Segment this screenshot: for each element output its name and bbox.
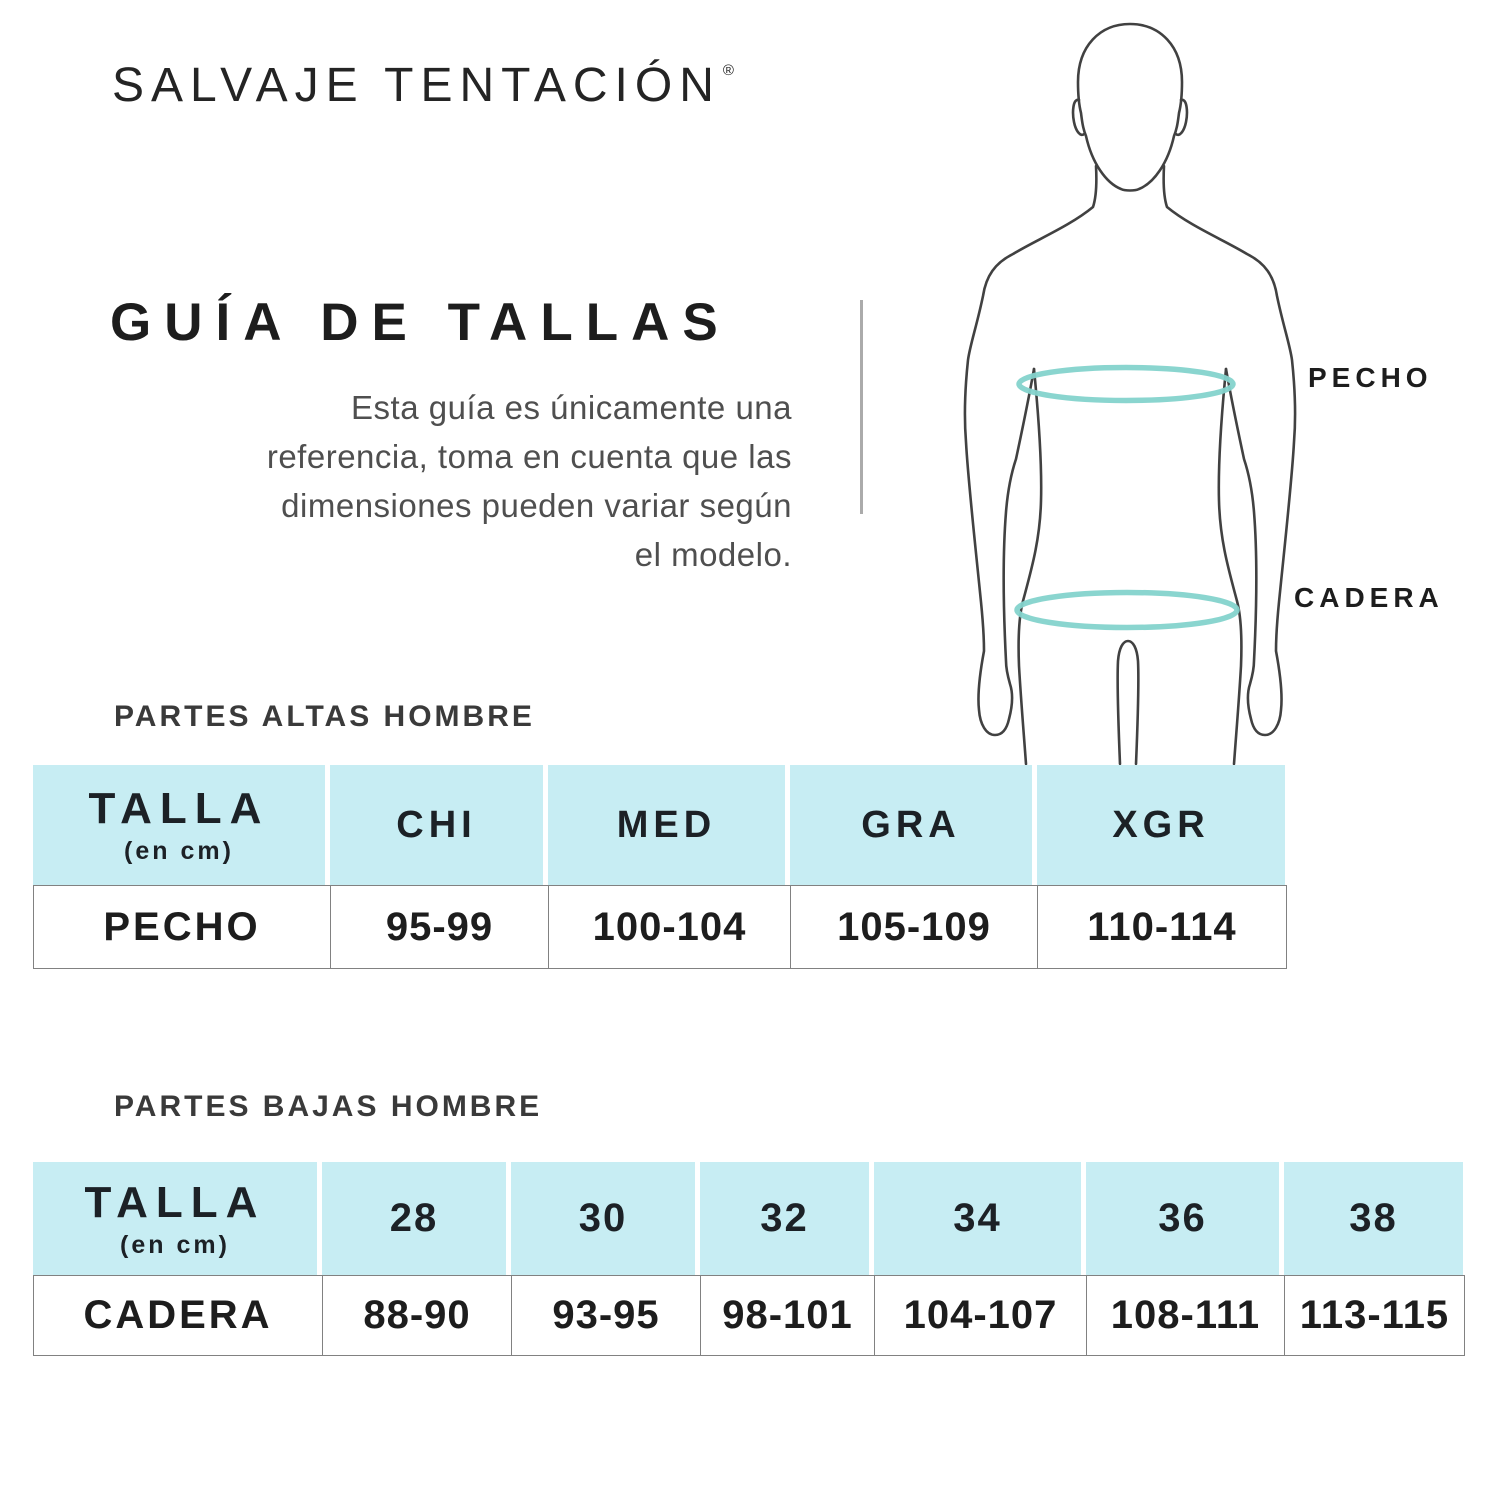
chest-measure-ellipse: [1019, 368, 1233, 401]
description-line: Esta guía es únicamente una: [351, 389, 792, 426]
size-unit: (en cm): [124, 837, 234, 865]
header-cell: [700, 1162, 874, 1275]
left-torso-leg-outline: [1019, 369, 1042, 764]
left-ear: [1073, 100, 1084, 135]
header-cell: [790, 765, 1037, 885]
table-header-row: [33, 765, 1287, 885]
description-line: referencia, toma en cuenta que las: [266, 438, 792, 475]
right-arm-outline: [1164, 166, 1295, 735]
value-cell: 100-104: [549, 886, 791, 968]
header-cell: [1037, 765, 1285, 885]
column-header: CHI: [396, 803, 477, 846]
header-cell-talla: [33, 765, 330, 885]
guide-description: [80, 383, 792, 579]
brand-logo: [112, 58, 732, 113]
right-torso-leg-outline: [1219, 369, 1242, 764]
value-cell: 108-111: [1087, 1276, 1285, 1355]
header-cell: [322, 1162, 511, 1275]
header-cell: [330, 765, 548, 885]
column-header: 38: [1349, 1196, 1398, 1240]
value-cell: 105-109: [791, 886, 1038, 968]
right-ear: [1176, 100, 1187, 135]
value-cell: 104-107: [875, 1276, 1087, 1355]
value-cell: 95-99: [331, 886, 549, 968]
description-line: dimensiones pueden variar según: [281, 487, 792, 524]
column-header: 34: [953, 1196, 1002, 1240]
column-header: GRA: [861, 803, 961, 846]
header-cell: [1284, 1162, 1463, 1275]
header-cell: [1086, 1162, 1284, 1275]
column-header: MED: [616, 803, 717, 846]
table-data-row: [33, 885, 1287, 969]
description-line: el modelo.: [634, 536, 792, 573]
page-title: GUÍA DE TALLAS: [110, 293, 731, 352]
size-table-bottoms: [33, 1162, 1465, 1356]
row-label-cell: PECHO: [34, 886, 331, 968]
value-cell: 93-95: [512, 1276, 701, 1355]
table-header-row: [33, 1162, 1465, 1275]
column-header: 28: [389, 1196, 439, 1240]
header-cell: [511, 1162, 700, 1275]
registered-mark: ®: [722, 62, 734, 79]
size-unit: (en cm): [120, 1230, 230, 1259]
section-title-bottoms: PARTES BAJAS HOMBRE: [114, 1090, 543, 1123]
value-cell: 110-114: [1038, 886, 1286, 968]
hip-label: CADERA: [1294, 582, 1444, 613]
column-header: 30: [578, 1196, 628, 1240]
head-outline: [1078, 24, 1182, 191]
hip-measure-ellipse: [1017, 593, 1237, 628]
column-header: XGR: [1112, 803, 1210, 846]
vertical-divider: [860, 300, 863, 514]
brand-name: SALVAJE TENTACIÓN: [112, 59, 721, 112]
value-cell: 113-115: [1285, 1276, 1464, 1355]
chest-label: PECHO: [1308, 362, 1433, 393]
column-header: 36: [1158, 1196, 1207, 1240]
table-data-row: [33, 1275, 1465, 1356]
row-label-cell: CADERA: [34, 1276, 323, 1355]
header-cell: [874, 1162, 1086, 1275]
left-arm-outline: [965, 166, 1096, 735]
section-title-tops: PARTES ALTAS HOMBRE: [114, 700, 535, 733]
header-cell-talla: [33, 1162, 322, 1275]
size-table-tops: [33, 765, 1287, 969]
size-label: TALLA: [84, 1177, 266, 1227]
value-cell: 98-101: [701, 1276, 875, 1355]
column-header: 32: [760, 1196, 809, 1240]
value-cell: 88-90: [323, 1276, 512, 1355]
size-label: TALLA: [88, 784, 270, 833]
inner-leg-outline: [1118, 641, 1139, 764]
header-cell: [548, 765, 790, 885]
